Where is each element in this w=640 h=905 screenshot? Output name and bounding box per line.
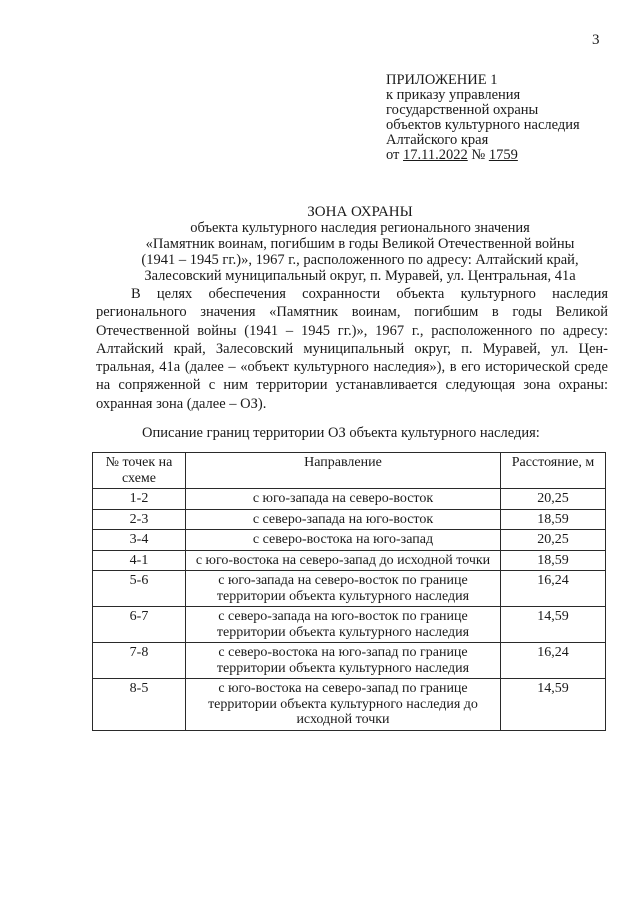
table-row	[93, 530, 606, 551]
cell-direction: с юго-востока на северо-запад до исходной точки	[186, 550, 501, 571]
title-main: ЗОНА ОХРАНЫ	[307, 204, 413, 220]
table-row	[93, 509, 606, 530]
page-number: 3	[592, 32, 600, 48]
cell-points: 6-7	[93, 607, 186, 643]
table-row	[93, 489, 606, 510]
appendix-heading: ПРИЛОЖЕНИЕ 1	[386, 72, 498, 88]
cell-distance: 18,59	[501, 509, 606, 530]
header-points: № точек на схеме	[93, 453, 186, 489]
cell-direction: с юго-запада на северо-восток по границе территории объекта культурного наследия	[186, 571, 501, 607]
cell-points: 2-3	[93, 509, 186, 530]
table-row	[93, 550, 606, 571]
cell-points: 3-4	[93, 530, 186, 551]
cell-distance: 16,24	[501, 571, 606, 607]
order-number: 1759	[488, 147, 518, 163]
cell-direction: с северо-востока на юго-запад	[186, 530, 501, 551]
table-row	[93, 679, 606, 731]
cell-points: 4-1	[93, 550, 186, 571]
order-date: 17.11.2022	[403, 147, 468, 163]
table-header-row	[93, 453, 606, 489]
appendix-line: государственной охраны	[386, 102, 539, 118]
title-line: (1941 – 1945 гг.)», 1967 г., расположенного по адресу: Алтайский край,	[141, 252, 579, 268]
cell-points: 5-6	[93, 571, 186, 607]
boundaries-table	[92, 452, 606, 731]
title-line: «Памятник воинам, погибшим в годы Великой Отечественной войны	[145, 236, 575, 252]
cell-distance: 20,25	[501, 530, 606, 551]
table-caption: Описание границ территории ОЗ объекта культурного наследия:	[142, 425, 540, 441]
cell-direction: с северо-запада на юго-восток	[186, 509, 501, 530]
title-line: объекта культурного наследия регионального значения	[190, 220, 530, 236]
cell-direction: с юго-востока на северо-запад по границе территории объекта культурного наследия до исходной точки	[186, 679, 501, 731]
table-row	[93, 643, 606, 679]
cell-direction: с северо-востока на юго-запад по границе территории объекта культурного наследия	[186, 643, 501, 679]
appendix-date-line	[386, 148, 626, 163]
cell-distance: 20,25	[501, 489, 606, 510]
header-direction: Направление	[186, 453, 501, 489]
cell-direction: с юго-запада на северо-восток	[186, 489, 501, 510]
cell-points: 7-8	[93, 643, 186, 679]
date-prefix: от	[386, 147, 400, 163]
number-sign: №	[471, 147, 486, 163]
cell-points: 1-2	[93, 489, 186, 510]
cell-points: 8-5	[93, 679, 186, 731]
title-line: Залесовский муниципальный округ, п. Муравей, ул. Центральная, 41а	[144, 268, 576, 284]
appendix-block	[386, 73, 626, 163]
header-distance: Расстояние, м	[501, 453, 606, 489]
cell-distance: 14,59	[501, 679, 606, 731]
cell-distance: 16,24	[501, 643, 606, 679]
document-title	[90, 204, 630, 284]
cell-distance: 14,59	[501, 607, 606, 643]
table-row	[93, 571, 606, 607]
cell-distance: 18,59	[501, 550, 606, 571]
cell-direction: с северо-запада на юго-восток по границе территории объекта культурного наследия	[186, 607, 501, 643]
appendix-line: к приказу управления	[386, 87, 521, 103]
appendix-line: Алтайского края	[386, 132, 489, 148]
body-paragraph: В целях обеспечения сохранности объекта культурного наследия регионального значения «Памятник воинам, погибшим в годы Великой Отечественной войны (1941 – 1945 гг.)», 1967 г., расположенного по адресу: Алтайский край, Залесовский муниципальный округ, п. Муравей, ул. Центральная, 41а (далее – «объект культурного наследия»), в его исторической среде на сопряженной с ним территории устанавливается следующая зона охраны: охранная зона (далее – ОЗ).	[96, 286, 608, 412]
appendix-line: объектов культурного наследия	[386, 117, 580, 133]
table-row	[93, 607, 606, 643]
